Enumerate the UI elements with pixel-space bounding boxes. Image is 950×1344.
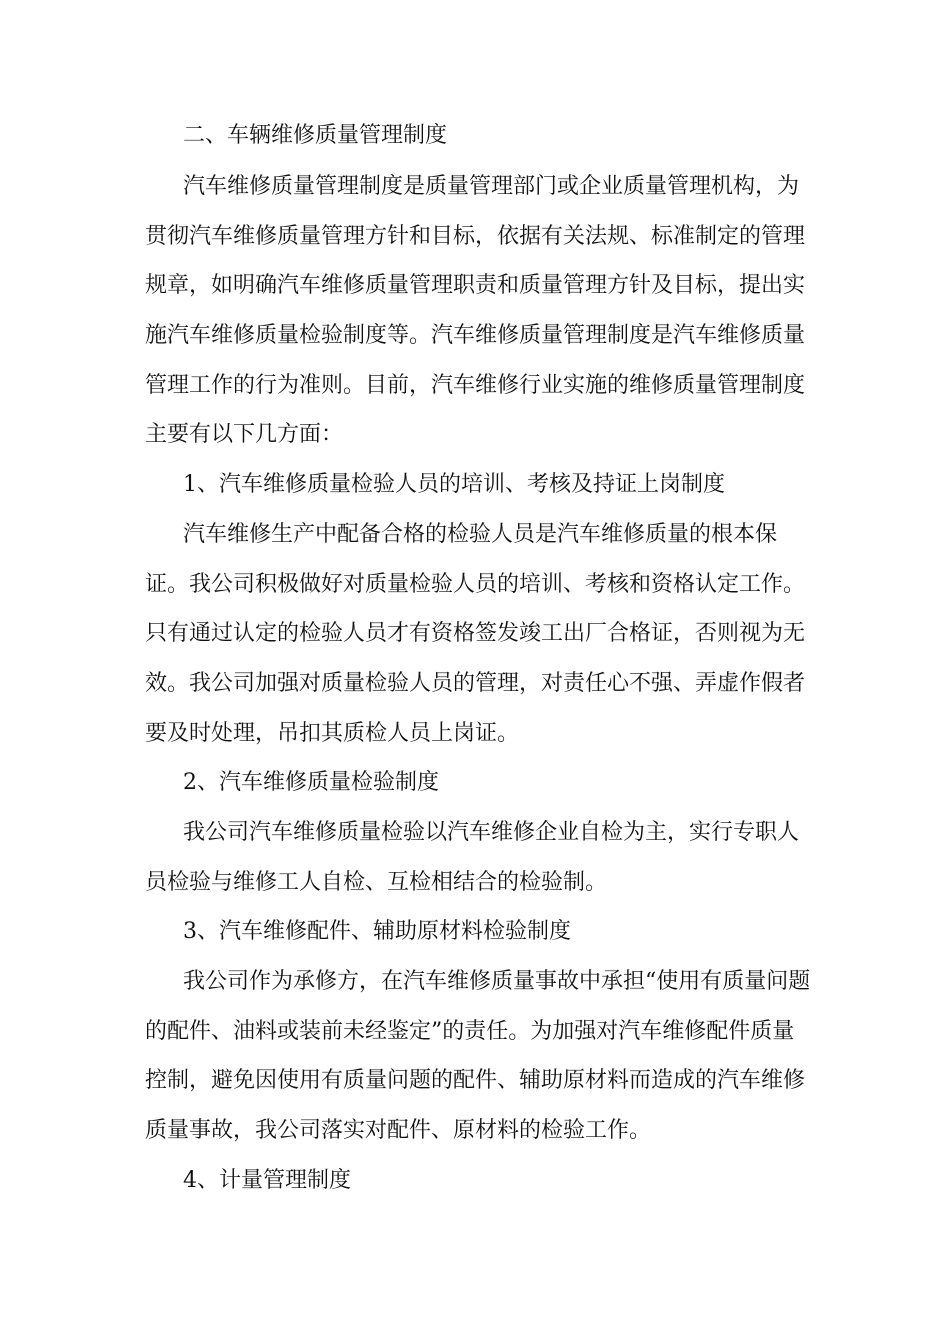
section-1-line-2: 证。我公司积极做好对质量检验人员的培训、考核和资格认定工作。 — [145, 572, 806, 597]
intro-line-3: 规章，如明确汽车维修质量管理职责和质量管理方针及目标，提出实 — [145, 273, 806, 298]
section-3-title: 3、汽车维修配件、辅助原材料检验制度 — [183, 919, 571, 944]
intro-line-5: 管理工作的行为准则。目前，汽车维修行业实施的维修质量管理制度 — [145, 373, 806, 398]
section-1-line-4: 效。我公司加强对质量检验人员的管理，对责任心不强、弄虚作假者 — [145, 671, 806, 696]
section-3-line-3: 控制，避免因使用有质量问题的配件、辅助原材料而造成的汽车维修 — [145, 1068, 806, 1093]
section-3-line-4: 质量事故，我公司落实对配件、原材料的检验工作。 — [145, 1118, 652, 1143]
section-1-line-1: 汽车维修生产中配备合格的检验人员是汽车维修质量的根本保 — [183, 522, 778, 547]
intro-line-1: 汽车维修质量管理制度是质量管理部门或企业质量管理机构，为 — [183, 174, 800, 199]
section-3-line-2: 的配件、油料或装前未经鉴定”的责任。为加强对汽车维修配件质量 — [145, 1019, 795, 1044]
section-2-line-2: 员检验与维修工人自检、互检相结合的检验制。 — [145, 870, 608, 895]
intro-line-2: 贯彻汽车维修质量管理方针和目标，依据有关法规、标准制定的管理 — [145, 224, 806, 249]
section-2-line-1: 我公司汽车维修质量检验以汽车维修企业自检为主，实行专职人 — [183, 820, 800, 845]
section-1-line-5: 要及时处理，吊扣其质检人员上岗证。 — [145, 721, 520, 746]
intro-line-6: 主要有以下几方面： — [145, 422, 344, 447]
section-4-title: 4、计量管理制度 — [183, 1168, 351, 1193]
section-3-line-1: 我公司作为承修方，在汽车维修质量事故中承担“使用有质量问题 — [183, 969, 811, 994]
section-heading: 二、车辆维修质量管理制度 — [183, 123, 448, 148]
section-1-title: 1、汽车维修质量检验人员的培训、考核及持证上岗制度 — [183, 472, 725, 497]
section-2-title: 2、汽车维修质量检验制度 — [183, 770, 439, 795]
intro-line-4: 施汽车维修质量检验制度等。汽车维修质量管理制度是汽车维修质量 — [145, 323, 806, 348]
section-1-line-3: 只有通过认定的检验人员才有资格签发竣工出厂合格证，否则视为无 — [145, 621, 806, 646]
